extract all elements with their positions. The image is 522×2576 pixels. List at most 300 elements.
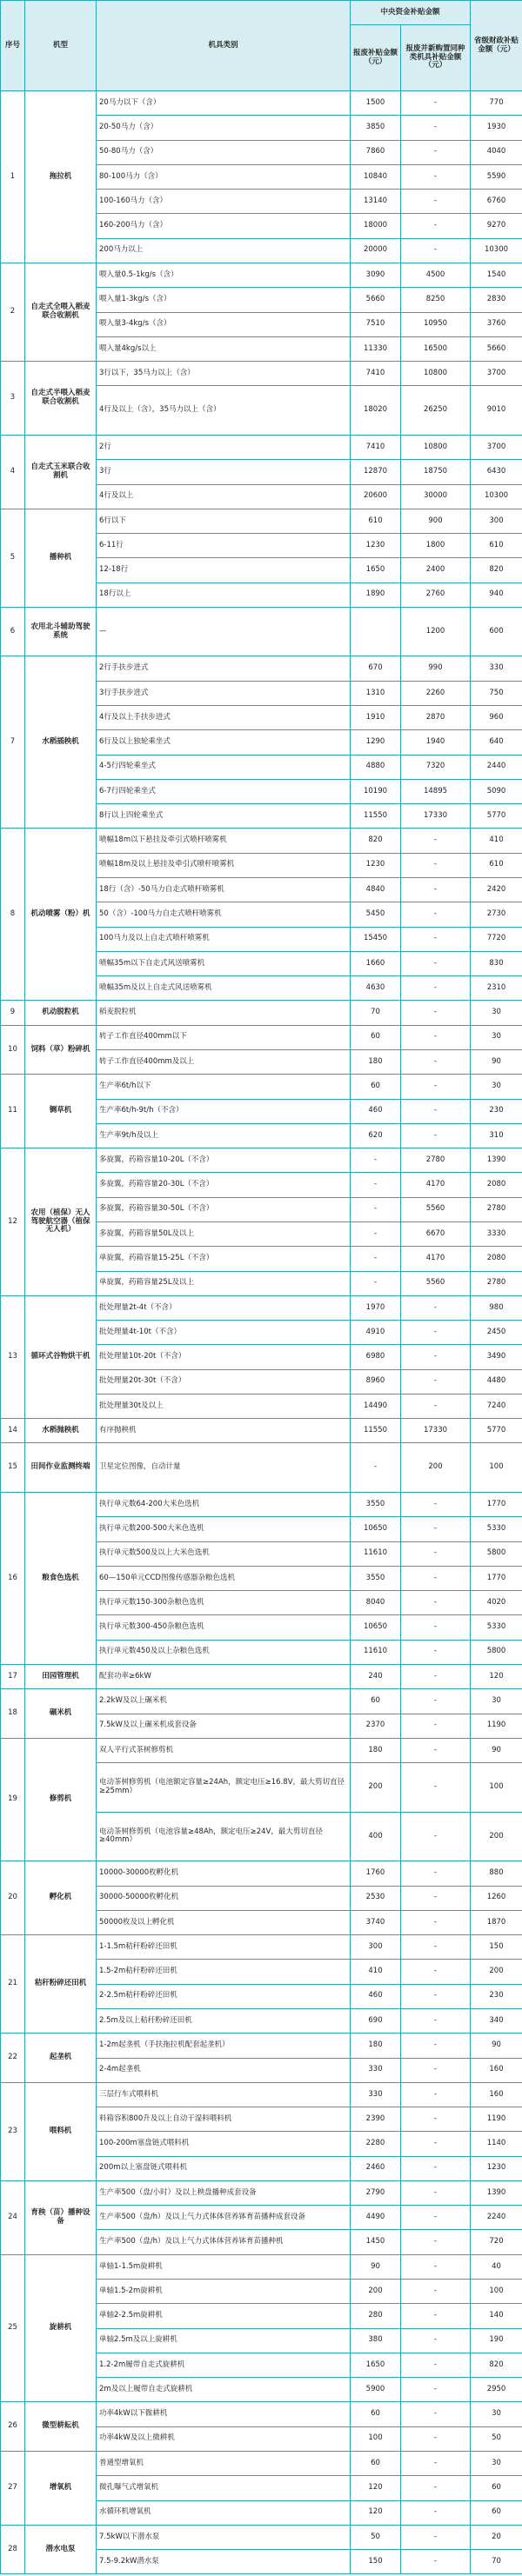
row-category: 喂入量4kg/s以上: [97, 336, 351, 361]
row-seq: 19: [1, 1738, 25, 1860]
row-normal-subsidy: 11550: [351, 804, 401, 829]
row-normal-subsidy: 60: [351, 2402, 401, 2426]
row-new-subsidy: 200: [401, 1443, 471, 1493]
row-province-subsidy: 9010: [471, 386, 522, 436]
row-new-subsidy: -: [401, 2058, 471, 2082]
row-seq: 9: [1, 1001, 25, 1025]
row-province-subsidy: 160: [471, 2082, 522, 2107]
row-province-subsidy: 750: [471, 681, 522, 705]
row-category: 2.5m及以上秸秆粉碎还田机: [97, 2008, 351, 2033]
row-new-subsidy: -: [401, 1001, 471, 1025]
header-model: 机型: [25, 1, 97, 91]
row-model: 拖拉机: [25, 91, 97, 263]
row-normal-subsidy: 1230: [351, 853, 401, 877]
row-normal-subsidy: 120: [351, 2476, 401, 2500]
table-row: [1, 2254, 522, 2279]
row-province-subsidy: 1540: [471, 263, 522, 287]
header-province: 省级财政补贴金额（元）: [471, 1, 522, 91]
row-normal-subsidy: 300: [351, 1935, 401, 1960]
row-normal-subsidy: 7410: [351, 435, 401, 459]
row-model: 秸秆粉碎还田机: [25, 1935, 97, 2034]
row-province-subsidy: 5330: [471, 1615, 522, 1640]
row-province-subsidy: 300: [471, 509, 522, 533]
row-province-subsidy: 5770: [471, 1419, 522, 1443]
row-seq: 25: [1, 2254, 25, 2402]
row-province-subsidy: 30: [471, 2452, 522, 2476]
row-new-subsidy: -: [401, 164, 471, 189]
table-row: [1, 1075, 522, 1099]
row-normal-subsidy: 50: [351, 2525, 401, 2549]
row-normal-subsidy: 8960: [351, 1369, 401, 1394]
row-category: 喂入量0.5-1kg/s（含）: [97, 263, 351, 287]
row-province-subsidy: 5090: [471, 779, 522, 803]
row-province-subsidy: 2240: [471, 2206, 522, 2230]
row-seq: 6: [1, 607, 25, 656]
row-normal-subsidy: 10190: [351, 779, 401, 803]
row-new-subsidy: 8250: [401, 288, 471, 312]
row-category: 1-2m起垄机（手扶拖拉机配套起垄机）: [97, 2034, 351, 2058]
row-province-subsidy: 1230: [471, 2156, 522, 2180]
row-normal-subsidy: 1290: [351, 730, 401, 755]
row-seq: 26: [1, 2402, 25, 2452]
row-seq: 12: [1, 1148, 25, 1296]
row-normal-subsidy: 1910: [351, 706, 401, 730]
row-province-subsidy: 2780: [471, 1271, 522, 1295]
row-province-subsidy: 830: [471, 951, 522, 975]
row-province-subsidy: 980: [471, 1295, 522, 1320]
row-category: 执行单元数300-450杂粮色选机: [97, 1615, 351, 1640]
row-province-subsidy: 190: [471, 2328, 522, 2353]
row-province-subsidy: 770: [471, 91, 522, 116]
table-row: [1, 2034, 522, 2058]
row-model: 微型耕耘机: [25, 2402, 97, 2452]
row-new-subsidy: 17330: [401, 804, 471, 829]
table-row: [1, 2452, 522, 2476]
row-category: —: [97, 607, 351, 656]
row-new-subsidy: -: [401, 2378, 471, 2402]
row-category: 6行以下: [97, 509, 351, 533]
table-row: [1, 1025, 522, 1049]
table-row: [1, 1148, 522, 1173]
row-category: 料箱容积800升及以上自动干湿料喂料机: [97, 2107, 351, 2132]
row-province-subsidy: 4480: [471, 1369, 522, 1394]
row-new-subsidy: 18750: [401, 460, 471, 484]
row-normal-subsidy: 60: [351, 1025, 401, 1049]
row-model: 碾米机: [25, 1689, 97, 1739]
row-new-subsidy: -: [401, 2107, 471, 2132]
row-category: 50（含）-100马力自走式喷杆喷雾机: [97, 902, 351, 927]
row-seq: 4: [1, 435, 25, 509]
row-new-subsidy: -: [401, 91, 471, 116]
row-category: 生产率6t/h-9t/h（不含）: [97, 1099, 351, 1123]
row-category: 7.5kW及以上碾米机成套设备: [97, 1714, 351, 1738]
row-seq: 1: [1, 91, 25, 263]
row-category: 单轴2-2.5m旋耕机: [97, 2304, 351, 2328]
row-category: 批处理量4t-10t（不含）: [97, 1321, 351, 1345]
row-province-subsidy: 1870: [471, 1910, 522, 1934]
row-category: 有序抛秧机: [97, 1419, 351, 1443]
row-new-subsidy: -: [401, 2254, 471, 2279]
row-normal-subsidy: 60: [351, 2452, 401, 2476]
row-normal-subsidy: 14490: [351, 1394, 401, 1418]
row-new-subsidy: -: [401, 2353, 471, 2377]
row-category: 生产率500（盘/h）及以上气力式体体营养钵育苗播种成套设备: [97, 2206, 351, 2230]
row-normal-subsidy: 2460: [351, 2156, 401, 2180]
row-category: 3行以下，35马力以上（含）: [97, 362, 351, 386]
table-row: [1, 91, 522, 116]
row-category: 50000枚及以上孵化机: [97, 1910, 351, 1934]
row-category: 批处理量2t-4t（不含）: [97, 1295, 351, 1320]
row-normal-subsidy: 5900: [351, 2378, 401, 2402]
row-category: 执行单元数200-500大米色选机: [97, 1517, 351, 1541]
row-category: 三层行车式喂料机: [97, 2082, 351, 2107]
row-model: 循环式谷物烘干机: [25, 1295, 97, 1418]
row-province-subsidy: 30: [471, 1001, 522, 1025]
row-new-subsidy: -: [401, 1321, 471, 1345]
row-normal-subsidy: 18000: [351, 214, 401, 238]
row-province-subsidy: 820: [471, 558, 522, 582]
row-province-subsidy: 7240: [471, 1394, 522, 1418]
row-category: 单轴2.5m及以上旋耕机: [97, 2328, 351, 2353]
row-new-subsidy: -: [401, 2008, 471, 2033]
row-category: 6-11行: [97, 534, 351, 558]
table-row: [1, 1443, 522, 1493]
row-normal-subsidy: 20000: [351, 238, 401, 263]
row-new-subsidy: 2400: [401, 558, 471, 582]
table-row: [1, 509, 522, 533]
row-category: 4行及以上: [97, 484, 351, 509]
row-province-subsidy: 410: [471, 829, 522, 853]
header-central: 中央资金补贴金额: [351, 1, 471, 25]
table-row: [1, 1419, 522, 1443]
row-new-subsidy: 4170: [401, 1173, 471, 1197]
row-normal-subsidy: 1890: [351, 582, 401, 607]
row-category: 功率4kW以下微耕机: [97, 2402, 351, 2426]
row-normal-subsidy: -: [351, 1271, 401, 1295]
row-seq: 10: [1, 1025, 25, 1075]
row-normal-subsidy: 7860: [351, 140, 401, 164]
row-category: 电动茶树修剪机（电池容量≥48Ah，额定电压≥24V，最大剪切直径≥40mm）: [97, 1812, 351, 1861]
row-province-subsidy: 120: [471, 1665, 522, 1689]
row-new-subsidy: -: [401, 1812, 471, 1861]
row-normal-subsidy: 3850: [351, 116, 401, 140]
row-category: 6-7行四轮乘坐式: [97, 779, 351, 803]
row-category: 单旋翼，药箱容量25L及以上: [97, 1271, 351, 1295]
row-model: 增氧机: [25, 2452, 97, 2526]
row-seq: 24: [1, 2180, 25, 2254]
row-new-subsidy: 2780: [401, 1148, 471, 1173]
row-province-subsidy: 100: [471, 1443, 522, 1493]
row-province-subsidy: 820: [471, 2353, 522, 2377]
row-normal-subsidy: 1310: [351, 681, 401, 705]
row-province-subsidy: 2950: [471, 2378, 522, 2402]
row-category: 喷幅35m及以上自走式风送喷雾机: [97, 976, 351, 1001]
row-province-subsidy: 5800: [471, 1640, 522, 1664]
row-normal-subsidy: 610: [351, 509, 401, 533]
row-province-subsidy: 1190: [471, 2107, 522, 2132]
row-normal-subsidy: 1230: [351, 534, 401, 558]
row-normal-subsidy: 180: [351, 1049, 401, 1074]
row-normal-subsidy: 4490: [351, 2206, 401, 2230]
row-new-subsidy: 17330: [401, 1419, 471, 1443]
row-new-subsidy: -: [401, 2328, 471, 2353]
row-seq: 2: [1, 263, 25, 361]
header-normal: 报废补贴金额（元）: [351, 25, 401, 91]
row-new-subsidy: 7320: [401, 755, 471, 779]
table-row: [1, 2525, 522, 2549]
row-new-subsidy: -: [401, 1123, 471, 1148]
row-seq: 17: [1, 1665, 25, 1689]
row-province-subsidy: 30: [471, 1689, 522, 1714]
row-model: 自走式玉米联合收割机: [25, 435, 97, 509]
row-category: 批处理量20t-30t（不含）: [97, 1369, 351, 1394]
row-new-subsidy: -: [401, 2304, 471, 2328]
row-normal-subsidy: 3740: [351, 1910, 401, 1934]
row-normal-subsidy: 1660: [351, 951, 401, 975]
row-province-subsidy: 6430: [471, 460, 522, 484]
row-new-subsidy: -: [401, 1714, 471, 1738]
row-normal-subsidy: 1450: [351, 2230, 401, 2254]
table-row: [1, 362, 522, 386]
row-seq: 22: [1, 2034, 25, 2083]
row-normal-subsidy: 15450: [351, 927, 401, 951]
row-province-subsidy: 200: [471, 1812, 522, 1861]
row-new-subsidy: 16500: [401, 336, 471, 361]
row-province-subsidy: 140: [471, 2304, 522, 2328]
row-province-subsidy: 610: [471, 853, 522, 877]
header-seq: 序号: [1, 1, 25, 91]
row-normal-subsidy: 7410: [351, 362, 401, 386]
row-category: 电动茶树修剪机（电池额定容量≥24Ah，额定电压≥16.8V，最大剪切直径≥25mm）: [97, 1763, 351, 1813]
row-new-subsidy: 1800: [401, 534, 471, 558]
row-category: 执行单元数150-300杂粮色选机: [97, 1591, 351, 1615]
row-normal-subsidy: 400: [351, 1812, 401, 1861]
row-seq: 28: [1, 2525, 25, 2574]
row-new-subsidy: -: [401, 2426, 471, 2451]
row-category: 多旋翼，药箱容量10-20L（不含）: [97, 1148, 351, 1173]
row-model: 粮食色选机: [25, 1493, 97, 1665]
table-row: [1, 1861, 522, 1886]
row-category: 6行及以上独轮乘坐式: [97, 730, 351, 755]
row-new-subsidy: -: [401, 2082, 471, 2107]
row-category: 微孔曝气式增氧机: [97, 2476, 351, 2500]
row-category: 执行单元数500及以上大米色选机: [97, 1541, 351, 1566]
row-province-subsidy: 2440: [471, 755, 522, 779]
row-province-subsidy: 2080: [471, 1173, 522, 1197]
row-category: 2-4m起垄机: [97, 2058, 351, 2082]
row-seq: 18: [1, 1689, 25, 1739]
row-new-subsidy: 2870: [401, 706, 471, 730]
row-province-subsidy: 10300: [471, 238, 522, 263]
row-province-subsidy: 940: [471, 582, 522, 607]
row-normal-subsidy: 820: [351, 829, 401, 853]
row-category: 普通型增氧机: [97, 2452, 351, 2476]
row-model: 机动喷雾（粉）机: [25, 829, 97, 1001]
row-new-subsidy: -: [401, 2402, 471, 2426]
row-normal-subsidy: 1970: [351, 1295, 401, 1320]
row-province-subsidy: 3490: [471, 1345, 522, 1369]
row-province-subsidy: 2080: [471, 1247, 522, 1271]
row-category: 20马力以下（含）: [97, 91, 351, 116]
row-normal-subsidy: -: [351, 1148, 401, 1173]
row-province-subsidy: 2830: [471, 288, 522, 312]
row-category: 2行手扶步进式: [97, 656, 351, 681]
row-new-subsidy: -: [401, 1566, 471, 1590]
row-category: 100马力及以上自走式喷杆喷雾机: [97, 927, 351, 951]
row-province-subsidy: 960: [471, 706, 522, 730]
table-row: [1, 1935, 522, 1960]
row-province-subsidy: 60: [471, 2500, 522, 2525]
row-province-subsidy: 3330: [471, 1221, 522, 1246]
row-normal-subsidy: 11610: [351, 1640, 401, 1664]
row-new-subsidy: 6670: [401, 1221, 471, 1246]
row-normal-subsidy: 330: [351, 2082, 401, 2107]
row-province-subsidy: 150: [471, 1935, 522, 1960]
row-new-subsidy: 1200: [401, 607, 471, 656]
row-category: 18行（含）-50马力自走式喷杆喷雾机: [97, 878, 351, 902]
table-row: [1, 2402, 522, 2426]
row-normal-subsidy: 10650: [351, 1517, 401, 1541]
row-normal-subsidy: 2530: [351, 1886, 401, 1910]
row-province-subsidy: 3700: [471, 435, 522, 459]
row-seq: 20: [1, 1861, 25, 1935]
row-new-subsidy: -: [401, 1394, 471, 1418]
row-category: 50-80马力（含）: [97, 140, 351, 164]
row-province-subsidy: 9270: [471, 214, 522, 238]
row-normal-subsidy: 460: [351, 1984, 401, 2008]
row-category: 2.2kW及以上碾米机: [97, 1689, 351, 1714]
row-new-subsidy: -: [401, 1640, 471, 1664]
row-new-subsidy: -: [401, 878, 471, 902]
row-new-subsidy: 2260: [401, 681, 471, 705]
row-province-subsidy: 30: [471, 1075, 522, 1099]
row-seq: 5: [1, 509, 25, 607]
row-normal-subsidy: 180: [351, 1738, 401, 1762]
row-normal-subsidy: 380: [351, 2328, 401, 2353]
row-category: 生产率6t/h以下: [97, 1075, 351, 1099]
row-model: 农用（植保）无人驾驶航空器（植保无人机）: [25, 1148, 97, 1296]
row-category: 60—150单元CCD图像传感器杂粮色选机: [97, 1566, 351, 1590]
row-model: 修剪机: [25, 1738, 97, 1860]
row-normal-subsidy: 6980: [351, 1345, 401, 1369]
row-normal-subsidy: 200: [351, 1763, 401, 1813]
row-province-subsidy: 610: [471, 534, 522, 558]
row-normal-subsidy: 180: [351, 2034, 401, 2058]
row-normal-subsidy: 90: [351, 2254, 401, 2279]
row-new-subsidy: 4500: [401, 263, 471, 287]
row-normal-subsidy: -: [351, 1221, 401, 1246]
row-normal-subsidy: -: [351, 1247, 401, 1271]
row-province-subsidy: 1190: [471, 1714, 522, 1738]
row-new-subsidy: -: [401, 1369, 471, 1394]
row-province-subsidy: 10300: [471, 484, 522, 509]
row-normal-subsidy: 4840: [351, 878, 401, 902]
row-normal-subsidy: 2370: [351, 1714, 401, 1738]
row-normal-subsidy: 10840: [351, 164, 401, 189]
row-new-subsidy: -: [401, 1689, 471, 1714]
table-row: [1, 829, 522, 853]
row-province-subsidy: 1140: [471, 2132, 522, 2156]
row-normal-subsidy: 11610: [351, 1541, 401, 1566]
row-province-subsidy: 330: [471, 656, 522, 681]
row-new-subsidy: -: [401, 1960, 471, 1984]
row-normal-subsidy: 2390: [351, 2107, 401, 2132]
row-new-subsidy: 5560: [401, 1197, 471, 1221]
row-category: 喂入量3-4kg/s（含）: [97, 312, 351, 336]
row-model: 孵化机: [25, 1861, 97, 1935]
row-new-subsidy: -: [401, 2180, 471, 2205]
table-row: [1, 1493, 522, 1517]
row-seq: 27: [1, 2452, 25, 2526]
row-new-subsidy: -: [401, 1984, 471, 2008]
row-normal-subsidy: 100: [351, 2426, 401, 2451]
row-model: 田园管理机: [25, 1665, 97, 1689]
row-province-subsidy: 4020: [471, 1591, 522, 1615]
row-province-subsidy: 600: [471, 607, 522, 656]
row-category: 160-200马力（含）: [97, 214, 351, 238]
row-normal-subsidy: 460: [351, 1099, 401, 1123]
row-province-subsidy: 5800: [471, 1541, 522, 1566]
row-province-subsidy: 200: [471, 1960, 522, 1984]
row-category: 转子工作直径400mm及以上: [97, 1049, 351, 1074]
row-province-subsidy: 30: [471, 2402, 522, 2426]
row-province-subsidy: 230: [471, 1984, 522, 2008]
row-category: 3行手扶步进式: [97, 681, 351, 705]
row-province-subsidy: 2450: [471, 1321, 522, 1345]
row-new-subsidy: -: [401, 1591, 471, 1615]
row-new-subsidy: 990: [401, 656, 471, 681]
row-province-subsidy: 2420: [471, 878, 522, 902]
row-new-subsidy: 10950: [401, 312, 471, 336]
row-new-subsidy: -: [401, 853, 471, 877]
row-category: 8行以上四轮乘坐式: [97, 804, 351, 829]
row-new-subsidy: -: [401, 116, 471, 140]
row-normal-subsidy: 150: [351, 2550, 401, 2574]
row-new-subsidy: -: [401, 2132, 471, 2156]
table-row: [1, 1295, 522, 1320]
row-normal-subsidy: 5450: [351, 902, 401, 927]
row-province-subsidy: 20: [471, 2525, 522, 2549]
row-category: 7.5kW以下潜水泵: [97, 2525, 351, 2549]
row-category: 单旋翼，药箱容量15-25L（不含）: [97, 1247, 351, 1271]
row-model: 起垄机: [25, 2034, 97, 2083]
row-model: 育秧（苗）播种设备: [25, 2180, 97, 2254]
row-normal-subsidy: 1500: [351, 91, 401, 116]
row-normal-subsidy: 2790: [351, 2180, 401, 2205]
row-model: 旋耕机: [25, 2254, 97, 2402]
row-category: 2-2.5m秸秆粉碎还田机: [97, 1984, 351, 2008]
row-model: 水稻抛秧机: [25, 1419, 97, 1443]
row-normal-subsidy: 4910: [351, 1321, 401, 1345]
row-new-subsidy: -: [401, 1025, 471, 1049]
row-province-subsidy: 880: [471, 1861, 522, 1886]
row-normal-subsidy: 1650: [351, 558, 401, 582]
row-normal-subsidy: 200: [351, 2280, 401, 2304]
row-new-subsidy: 10800: [401, 362, 471, 386]
row-province-subsidy: 230: [471, 1099, 522, 1123]
row-category: 批处理量10t-20t（不含）: [97, 1345, 351, 1369]
row-normal-subsidy: 7510: [351, 312, 401, 336]
table-row: [1, 1001, 522, 1025]
row-new-subsidy: -: [401, 951, 471, 975]
row-model: 自走式半喂入稻麦联合收割机: [25, 362, 97, 436]
row-normal-subsidy: 410: [351, 1960, 401, 1984]
row-new-subsidy: -: [401, 1541, 471, 1566]
row-province-subsidy: 640: [471, 730, 522, 755]
row-new-subsidy: -: [401, 1763, 471, 1813]
row-model: 播种机: [25, 509, 97, 607]
row-category: 30000-50000枚孵化机: [97, 1886, 351, 1910]
